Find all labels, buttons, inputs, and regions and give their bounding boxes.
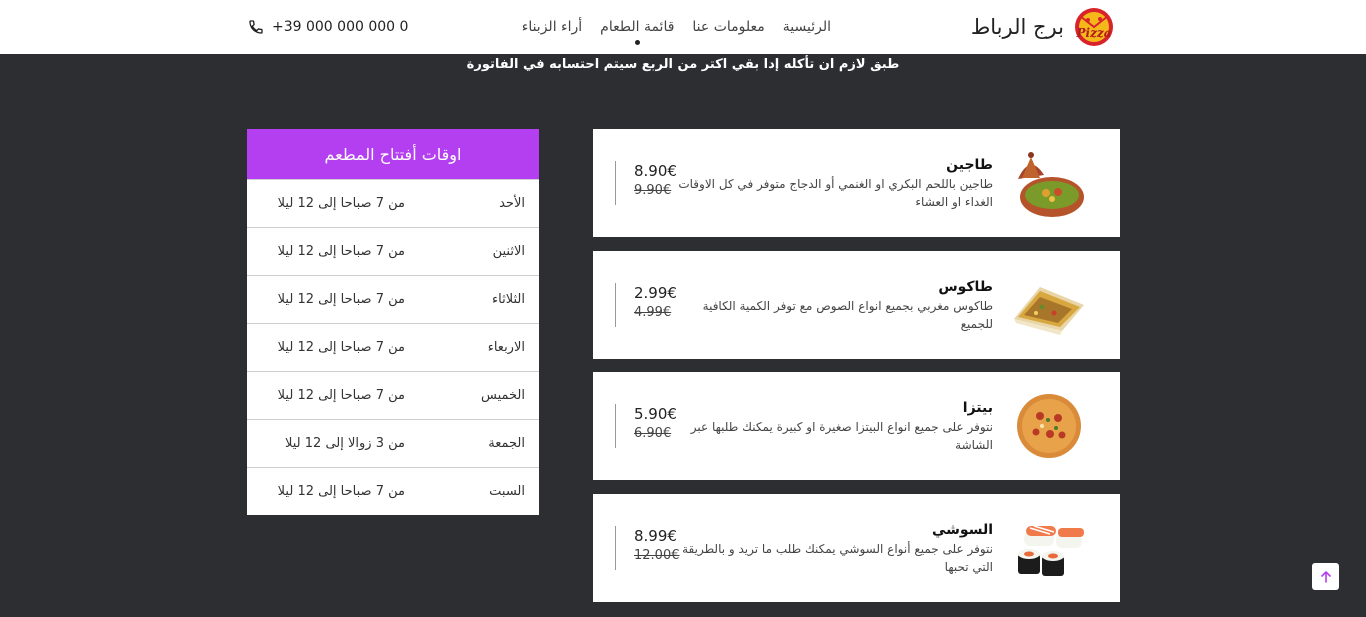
hours-time: من 3 زوالا إلى 12 ليلا bbox=[285, 436, 405, 451]
tajine-image bbox=[1010, 145, 1088, 221]
brand[interactable] bbox=[971, 6, 1120, 48]
item-name: بيتزا bbox=[962, 400, 993, 416]
hours-day: الجمعة bbox=[488, 436, 525, 451]
item-info bbox=[675, 155, 993, 211]
item-info bbox=[675, 277, 993, 333]
navbar bbox=[0, 0, 1366, 54]
price-old: 4.99€ bbox=[634, 305, 672, 320]
price-old: 12.00€ bbox=[634, 548, 680, 563]
hours-row bbox=[247, 419, 539, 467]
hours-time: من 7 صباحا إلى 12 ليلا bbox=[277, 340, 405, 355]
nav-home[interactable]: الرئيسية bbox=[782, 19, 831, 35]
pizza-logo-icon bbox=[1070, 6, 1120, 48]
menu-item-sushi[interactable] bbox=[593, 494, 1120, 602]
notice-text: طبق لازم ان تأكله إدا بقي اكتر من الربع سيتم احتسابه في الفاتورة bbox=[466, 57, 900, 72]
opening-hours-title: اوقات أفتتاح المطعم bbox=[247, 129, 539, 179]
hours-day: الاربعاء bbox=[487, 340, 525, 355]
hours-row bbox=[247, 179, 539, 227]
tacos-image bbox=[1010, 267, 1088, 343]
hours-row bbox=[247, 371, 539, 419]
item-price bbox=[615, 404, 677, 448]
hours-row bbox=[247, 467, 539, 515]
arrow-up-icon bbox=[1319, 570, 1333, 584]
hours-day: السبت bbox=[489, 484, 525, 499]
item-name: طاجين bbox=[946, 157, 993, 173]
item-description: طاكوس مغربي بجميع انواع الصوص مع توفر الكمية الكافية للجميع bbox=[702, 299, 993, 331]
item-description: طاجين باللحم البكري او الغنمي أو الدجاج متوفر في كل الاوقات الغداء او العشاء bbox=[678, 177, 993, 209]
nav-about[interactable]: معلومات عنا bbox=[692, 19, 765, 35]
hours-time: من 7 صباحا إلى 12 ليلا bbox=[277, 484, 405, 499]
hours-row bbox=[247, 323, 539, 371]
item-info bbox=[675, 520, 993, 576]
menu-item-tajine[interactable] bbox=[593, 129, 1120, 237]
item-description: نتوفر على جميع انواع البيتزا صغيرة او كبيرة يمكنك طلبها عبر الشاشة bbox=[690, 420, 993, 452]
item-info bbox=[675, 398, 993, 454]
price-current: 5.90€ bbox=[634, 405, 677, 423]
nav-menu[interactable]: قائمة الطعام bbox=[591, 0, 683, 54]
pizza-image bbox=[1010, 388, 1088, 464]
price-old: 9.90€ bbox=[634, 183, 672, 198]
brand-name: برج الرباط bbox=[970, 15, 1064, 39]
opening-hours-card bbox=[247, 129, 539, 515]
hours-time: من 7 صباحا إلى 12 ليلا bbox=[277, 388, 405, 403]
sushi-image bbox=[1010, 510, 1088, 586]
hours-day: الاثنين bbox=[492, 244, 525, 259]
hours-day: الخميس bbox=[481, 388, 525, 403]
hours-time: من 7 صباحا إلى 12 ليلا bbox=[277, 196, 405, 211]
hours-row bbox=[247, 227, 539, 275]
price-current: 2.99€ bbox=[634, 284, 677, 302]
svg-text:Pizza: Pizza bbox=[1076, 26, 1112, 40]
item-name: السوشي bbox=[931, 522, 993, 538]
item-price bbox=[615, 526, 680, 570]
item-description: نتوفر على جميع أنواع السوشي يمكنك طلب ما تريد و بالطريقة التي تحبها bbox=[682, 542, 993, 574]
item-name: طاكوس bbox=[938, 279, 993, 295]
item-price bbox=[615, 283, 677, 327]
hours-day: الثلاثاء bbox=[492, 292, 525, 307]
hours-day: الأحد bbox=[499, 196, 525, 211]
hours-row bbox=[247, 275, 539, 323]
nav-reviews[interactable]: أراء الزبناء bbox=[521, 19, 583, 35]
hours-time: من 7 صباحا إلى 12 ليلا bbox=[277, 292, 405, 307]
scroll-to-top-button[interactable] bbox=[1312, 563, 1339, 590]
main-nav bbox=[513, 0, 840, 54]
price-current: 8.99€ bbox=[634, 527, 677, 545]
price-current: 8.90€ bbox=[634, 162, 677, 180]
menu-item-pizza[interactable] bbox=[593, 372, 1120, 480]
item-price bbox=[615, 161, 677, 205]
phone-contact[interactable] bbox=[248, 0, 408, 54]
menu-item-tacos[interactable] bbox=[593, 251, 1120, 359]
phone-icon bbox=[248, 19, 264, 35]
phone-number: +39 000 000 000 0 bbox=[272, 19, 409, 35]
hours-time: من 7 صباحا إلى 12 ليلا bbox=[277, 244, 405, 259]
price-old: 6.90€ bbox=[634, 426, 672, 441]
